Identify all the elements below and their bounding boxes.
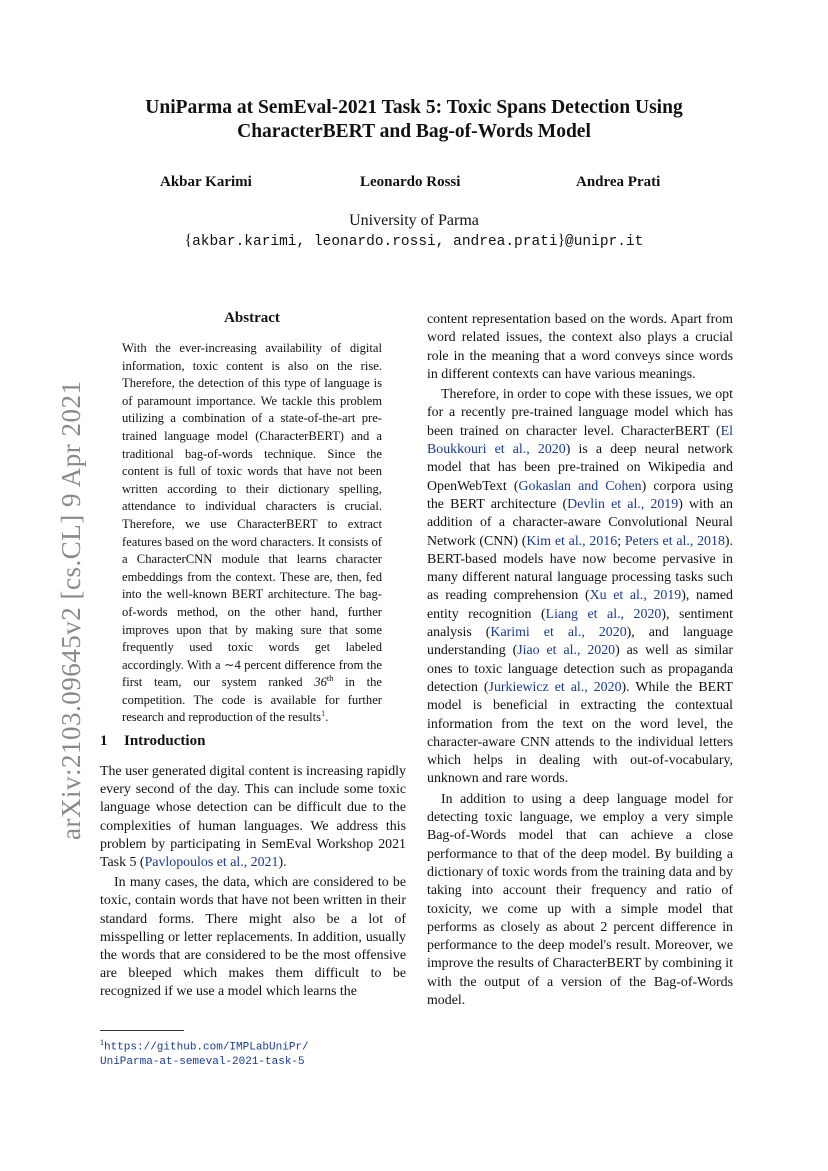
footnote-url-part-1[interactable]: https://github.com/IMPLabUniPr/ [104, 1041, 309, 1054]
intro-paragraph-1 [100, 763, 406, 872]
rp2-text: ), named entity recognition ( [427, 588, 733, 622]
citation-link[interactable]: Peters et al., 2018 [624, 533, 725, 549]
citation-link[interactable]: Pavlopoulos et al., 2021 [144, 855, 279, 871]
citation-link[interactable]: Liang et al., 2020 [545, 606, 662, 622]
abstract-period: . [325, 710, 329, 725]
rp2-text: ) with an addition of a character-aware Convolutional Neural Network (CNN) ( [427, 496, 733, 549]
paper-title [100, 96, 728, 144]
email-brace-open: { [184, 232, 193, 249]
right-paragraph-2 [427, 386, 733, 789]
rp2-text: ) corpora using the BERT architecture ( [427, 478, 734, 512]
abstract-rank: 36 [314, 675, 327, 690]
email-domain: @unipr.it [565, 234, 644, 250]
intro-p1-text: The user generated digital content is increasing rapidly every second of the day. This can include some toxic language whose detection can be difficult due to the complexities of human languages. We address this problem by participating in SemEval Workshop 2021 Task 5 ( [100, 764, 406, 871]
footnote-divider [100, 1030, 184, 1031]
rp2-text: ; [617, 533, 625, 549]
footnote-mark: 1 [100, 1038, 104, 1047]
abstract-body [122, 340, 382, 727]
abstract-rank-suffix: th [326, 673, 334, 684]
section-title: Introduction [124, 733, 206, 749]
author-1: Akbar Karimi [160, 174, 252, 190]
citation-link[interactable]: Devlin et al., 2019 [567, 496, 679, 512]
abstract-text-main: With the ever-increasing availability of digital information, toxic content is also on the rise. Therefore, the detection of this type of language is of paramount importance. We tackle this problem utilizing a combination of a state-of-the-art pre-trained language model (CharacterBERT) and a traditional bag-of-words technique. Since the content is full of toxic words that have not been written according to their dictionary spelling, attendance to individual characters is crucial. Therefore, we use CharacterBERT to extract features based on the word characters. It consists of a CharacterCNN module that learns character embeddings from the context. These are, then, fed into the well-known BERT architecture. The bag-of-words method, on the other hand, further improves upon that by making sure that some frequently used toxic words get labeled accordingly. With a ∼4 percent difference from the first team, our system ranked [122, 341, 382, 690]
email-usernames: akbar.karimi, leonardo.rossi, andrea.prati [192, 234, 558, 250]
right-paragraph-1: content representation based on the words. Apart from word related issues, the context also plays a crucial role in the meaning that a word conveys since words in different contexts can have various meanings. [427, 312, 733, 382]
intro-paragraph-2: In many cases, the data, which are considered to be toxic, contain words that have not been written in their standard forms. There might also be a lot of misspelling or letter replacements. In addition, usually the words that are considered to be the most offensive are bleeped which makes them difficult to be recognized if we use a model which learns the [100, 875, 406, 1000]
citation-link[interactable]: Jurkiewicz et al., 2020 [488, 679, 622, 695]
rp2-text: ), sentiment analysis ( [427, 606, 733, 641]
rp2-text: ). BERT-based models have now become pervasive in many different natural language processing tasks such as reading comprehension ( [427, 533, 733, 604]
rp2-text: ), and language understanding ( [427, 625, 733, 659]
citation-link[interactable]: Jiao et al., 2020 [517, 643, 616, 659]
abstract-paragraph [122, 340, 382, 727]
arxiv-identifier-text: arXiv:2103.09645v2 [cs.CL] 9 Apr 2021 [56, 380, 86, 840]
right-paragraph-3: In addition to using a deep language model for detecting toxic language, we employ a very simple Bag-of-Words model that can achieve a close performance to that of the deep model. By building a dictionary of toxic words from the training data and by taking into account their frequency and ratio of toxicity, we come up with a simple model that performs as closely as about 2 percent difference in performance to the deep model's result. Moreover, we improve the results of CharacterBERT by combining it with the output of a version of the Bag-of-Words model. [427, 791, 733, 1008]
footnote-reference-1[interactable]: 1 [320, 708, 326, 719]
author-2: Leonardo Rossi [360, 174, 461, 190]
rp2-text: ) as well as similar ones to toxic language detection such as propaganda detection ( [427, 643, 733, 695]
author-list [0, 174, 828, 194]
introduction-left-column [100, 763, 406, 1002]
author-emails [0, 232, 828, 250]
introduction-right-column [427, 311, 733, 1010]
citation-link[interactable]: El Boukkouri et al., 2020 [427, 423, 733, 458]
citation-link[interactable]: Gokaslan and Cohen [518, 478, 642, 494]
footnote-line-1 [100, 1036, 420, 1055]
author-3: Andrea Prati [576, 174, 661, 190]
rp2-text: ) is a deep neural network model that has been pre-trained on Wikipedia and OpenWebText ( [427, 442, 733, 494]
title-line-2: CharacterBERT and Bag-of-Words Model [237, 121, 591, 142]
citation-link[interactable]: Kim et al., 2016 [526, 533, 618, 549]
email-brace-close: } [557, 232, 566, 249]
footnote-1 [100, 1036, 420, 1069]
abstract-text-end: in the competition. The code is available for further research and reproduction of the results [122, 675, 382, 725]
citation-link[interactable]: Xu et al., 2019 [589, 588, 682, 604]
section-heading-introduction [100, 733, 205, 750]
citation-link[interactable]: Karimi et al., 2020 [490, 625, 627, 641]
rp2-text: ). While the BERT model is beneficial in extracting the contextual information from the text on the word level, the character-aware CNN attends to the individual letters which helps in dealing with out-of-vocabulary, unknown and rare words. [427, 679, 733, 787]
intro-p1-end: ). [278, 855, 287, 871]
title-line-1: UniParma at SemEval-2021 Task 5: Toxic Spans Detection Using [145, 97, 683, 118]
affiliation: University of Parma [349, 212, 479, 229]
section-number: 1 [100, 733, 108, 749]
arxiv-identifier-stamp [18, 380, 86, 850]
footnote-url-part-2[interactable]: UniParma-at-semeval-2021-task-5 [100, 1055, 305, 1068]
abstract-heading: Abstract [224, 310, 280, 326]
rp2-text: Therefore, in order to cope with these issues, we opt for a recently pre-trained language model which has been trained on character level. CharacterBERT ( [427, 387, 733, 439]
